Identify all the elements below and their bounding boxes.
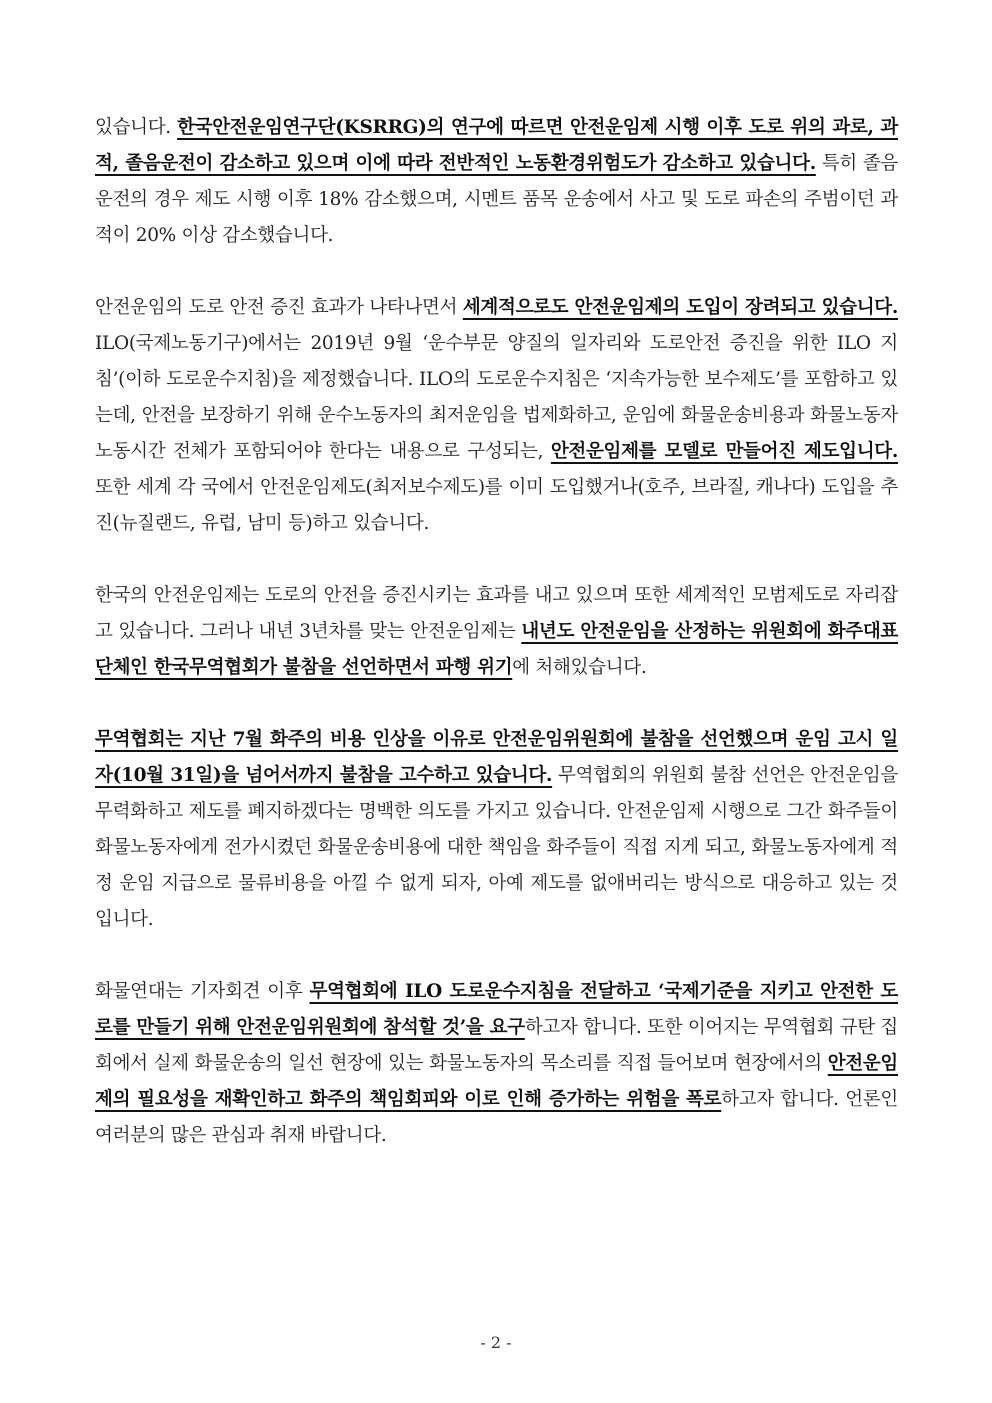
emphasized-text: 무역협회에 ILO 도로운수지침을 전달하고 ‘국제기준을 지키고 안전한 도로를 만들기 위해 안전운임위원회에 참석할 것’을 요구 xyxy=(95,981,898,1038)
paragraph-demands xyxy=(95,974,898,1154)
emphasized-text: 내년도 안전운임을 산정하는 위원회에 화주대표단체인 한국무역협회가 불참을 선언하면서 파행 위기 xyxy=(95,621,898,678)
text-run: 또한 세계 각 국에서 안전운임제도(최저보수제도)를 이미 도입했거나(호주, 브라질, 캐나다) 도입을 추진(뉴질랜드, 유럽, 남미 등)하고 있습니다. xyxy=(95,477,898,534)
text-run: 한국의 안전운임제는 도로의 안전을 증진시키는 효과를 내고 있으며 또한 세계적인 모범제도로 자리잡고 있습니다. 그러나 내년 3년차를 맞는 안전운임제는 xyxy=(95,585,898,642)
emphasized-text: 안전운임제를 모델로 만들어진 제도입니다. xyxy=(550,441,899,462)
emphasized-text: 세계적으로도 안전운임제의 도입이 장려되고 있습니다. xyxy=(462,297,898,318)
text-run: 특히 졸음운전의 경우 제도 시행 이후 18% 감소했으며, 시멘트 품목 운송에서 사고 및 도로 파손의 주범이던 과적이 20% 이상 감소했습니다. xyxy=(95,153,898,246)
paragraph-trade-association xyxy=(95,722,898,938)
paragraph-crisis xyxy=(95,578,898,686)
paragraph-ksrrg-research xyxy=(95,110,898,254)
text-run: 무역협회의 위원회 불참 선언은 안전운임을 무력화하고 제도를 폐지하겠다는 명백한 의도를 가지고 있습니다. 안전운임제 시행으로 그간 화주들이 화물노동자에게 전가시켰던 화물운송비용에 대한 책임을 화주들이 직접 지게 되고, 화물노동자에게 적정 운임 지급으로 물류비용을 아낄 수 없게 되자, 아예 제도를 없애버리는 방식으로 대응하고 있는 것입니다. xyxy=(95,765,898,930)
text-run: 에 처해있습니다. xyxy=(512,657,647,678)
emphasized-text: 한국안전운임연구단(KSRRG)의 연구에 따르면 안전운임제 시행 이후 도로 위의 과로, 과적, 졸음운전이 감소하고 있으며 이에 따라 전반적인 노동환경위험도가 감소하고 있습니다. xyxy=(95,117,898,174)
text-run: 하고자 합니다. 또한 이어지는 무역협회 규탄 집회에서 실제 화물운송의 일선 현장에 있는 화물노동자의 목소리를 직접 들어보며 현장에서의 xyxy=(95,1017,898,1074)
paragraph-ilo-guideline xyxy=(95,290,898,542)
text-run: 안전운임의 도로 안전 증진 효과가 나타나면서 xyxy=(95,297,463,318)
text-run: 화물연대는 기자회견 이후 xyxy=(95,981,310,1002)
emphasized-text: 안전운임제의 필요성을 재확인하고 화주의 책임회피와 이로 인해 증가하는 위험을 폭로 xyxy=(95,1053,898,1110)
emphasized-text: 무역협회는 지난 7월 화주의 비용 인상을 이유로 안전운임위원회에 불참을 선언했으며 운임 고시 일자(10월 31일)을 넘어서까지 불참을 고수하고 있습니다. xyxy=(95,729,898,786)
document-body xyxy=(95,110,898,1190)
text-run: 하고자 합니다. 언론인 여러분의 많은 관심과 취재 바랍니다. xyxy=(95,1089,898,1146)
page-number: - 2 - xyxy=(480,1333,512,1352)
text-run: ILO(국제노동기구)에서는 2019년 9월 ‘운수부문 양질의 일자리와 도로안전 증진을 위한 ILO 지침’(이하 도로운수지침)을 제정했습니다. ILO의 도로운수지침은 ‘지속가능한 보수제도’를 포함하고 있는데, 안전을 보장하기 위해 운수노동자의 최저운임을 법제화하고, 운임에 화물운송비용과 화물노동자 노동시간 전체가 포함되어야 한다는 내용으로 구성되는, xyxy=(95,333,898,462)
text-run: 있습니다. xyxy=(95,117,178,138)
